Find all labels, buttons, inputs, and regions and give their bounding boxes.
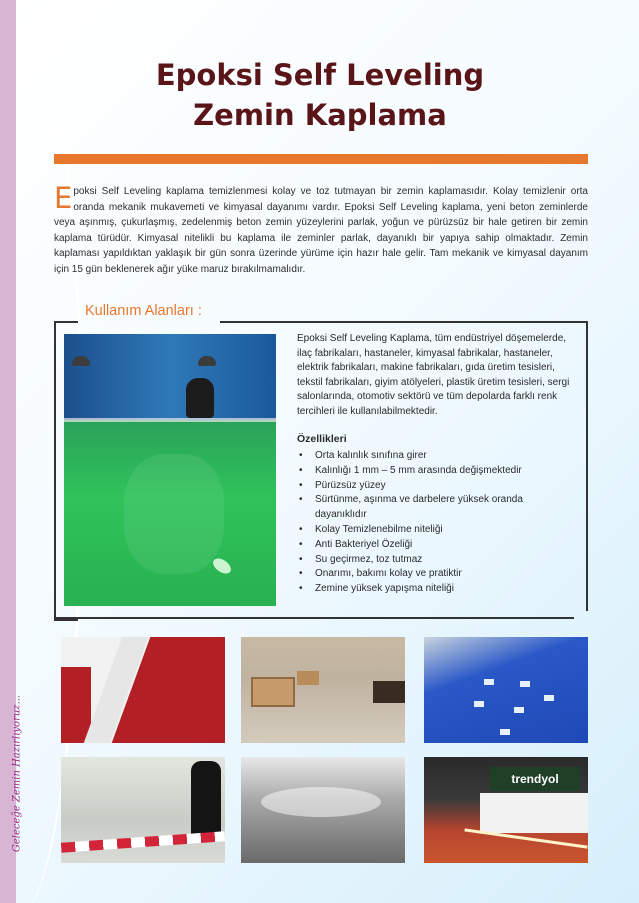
thumb-beige-lobby — [241, 637, 405, 743]
thumb-blue-floor — [424, 637, 588, 743]
title-divider — [54, 154, 588, 164]
thumb-grey-floor — [241, 757, 405, 863]
feature-item: • Zemine yüksek yapışma niteliği — [297, 582, 577, 597]
feature-item: • Pürüzsüz yüzey — [297, 479, 577, 494]
dropcap: E — [54, 181, 73, 215]
features-title: Özellikleri — [297, 433, 347, 445]
photo-wall-line — [64, 418, 276, 422]
thumb-desk — [373, 681, 405, 703]
thumb-store-floor — [424, 757, 588, 863]
thumb-light-reflection — [514, 707, 524, 713]
thumb-shine — [261, 787, 381, 817]
feature-item: • Su geçirmez, toz tutmaz — [297, 553, 577, 568]
photo-reflection — [124, 454, 224, 574]
usage-title: Kullanım Alanları : — [85, 303, 202, 319]
thumb-worker — [191, 761, 221, 841]
thumb-light-reflection — [484, 679, 494, 685]
thumb-red-floor — [61, 637, 225, 743]
thumb-light-reflection — [474, 701, 484, 707]
slogan: Geleceğe Zemin Hazırlıyoruz... — [11, 694, 23, 853]
photo-wall — [64, 334, 276, 420]
photo-lamp — [72, 356, 90, 366]
page-title-line2: Zemin Kaplama — [193, 98, 447, 132]
thumb-light-reflection — [520, 681, 530, 687]
page-title-line1: Epoksi Self Leveling — [155, 58, 485, 92]
main-photo-green-floor — [64, 334, 276, 606]
thumb-chair — [251, 677, 295, 707]
feature-item: • Orta kalınlık sınıfına girer — [297, 449, 577, 464]
frame-top — [220, 321, 588, 323]
thumb-light-reflection — [544, 695, 554, 701]
feature-item: • Sürtünme, aşınma ve darbelere yüksek oranda dayanıklıdır — [297, 493, 577, 523]
intro-paragraph — [54, 181, 588, 277]
usage-text: Epoksi Self Leveling Kaplama, tüm endüstriyel döşemelerde, ilaç fabrikaları, hastaneler, kimyasal fabrikalar, hastaneler, elektrik fabrikaları, makine fabrikaları, gıda üretim tesisleri, tekstil fabrikaları, giyim atölyeleri, plastik üretim tesisleri, sergi salonlarında, otomotiv sektörü ve tüm depolarda farklı renk tercihleri ile kullanılabilmektedir. — [297, 333, 570, 417]
frame-right — [586, 321, 588, 611]
feature-item: • Kolay Temizlenebilme niteliği — [297, 523, 577, 538]
feature-item: • Onarımı, bakımı kolay ve pratiktir — [297, 567, 577, 582]
store-sign: trendyol — [490, 767, 580, 791]
feature-item: • Anti Bakteriyel Özeliği — [297, 538, 577, 553]
intro-text: poksi Self Leveling kaplama temizlenmesi kolay ve toz tutmayan bir zemin kaplamasıdır. Kolay temizlenir orta oranda mekanik mukavemeti ve kimyasal dayanımı vardır. Epoksi Self Leveling kaplama, yeni beton zeminlerde veya aşınmış, çukurlaşmış, zedelenmiş beton zemin yüzeylerini parlak, yoğun ve pürüzsüz bir hale getiren bir zemin kaplama türüdür. Kimyasal nitelikli bu kaplama ile zeminler parlak, dayanıklı bir yapıya sahip olmaktadır. Zemin kaplaması yapıldıktan yaklaşık bir gün sonra üzerinde yürüme için hazır hale gelir. Tam mekanik ve kimyasal dayanım için 15 gün beklenerek ağır yüke maruz bırakılmamalıdır. — [54, 186, 588, 275]
thumb-counter — [480, 793, 588, 833]
thumb-application — [61, 757, 225, 863]
thumb-light-reflection — [500, 729, 510, 735]
photo-lamp — [198, 356, 216, 366]
thumb-warning-tape — [61, 831, 225, 852]
features-list — [297, 449, 577, 597]
thumb-table — [297, 671, 319, 685]
frame-bottom — [54, 617, 574, 619]
photo-figure — [186, 378, 214, 418]
feature-item: • Kalınlığı 1 mm – 5 mm arasında değişmektedir — [297, 464, 577, 479]
photo-glare — [210, 555, 233, 576]
